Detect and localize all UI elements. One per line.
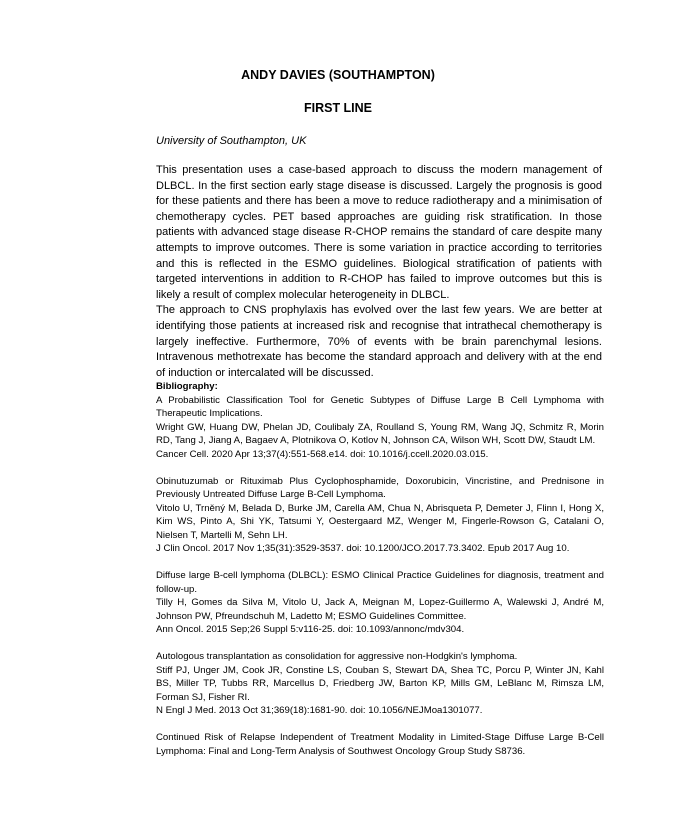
reference-item [156,475,604,556]
reference-item [156,569,604,637]
reference-authors: Vitolo U, Trněný M, Belada D, Burke JM, Carella AM, Chua N, Abrisqueta P, Demeter J, Flinn I, Hong X, Kim WS, Pinto A, Shi YK, Tatsumi Y, Oestergaard MZ, Wenger M, Fingerle-Rowson G, Catalani O, Nielsen T, Martelli M, Sehn LH. [156,502,604,541]
reference-citation: Cancer Cell. 2020 Apr 13;37(4):551-568.e14. doi: 10.1016/j.ccell.2020.03.015. [156,448,489,460]
reference-authors: Wright GW, Huang DW, Phelan JD, Coulibaly ZA, Roulland S, Young RM, Wang JQ, Schmitz R, Morin RD, Tang J, Jiang A, Bagaev A, Plotnikova O, Kotlov N, Johnson CA, Wilson WH, Scott DW, Staudt LM. [156,421,604,446]
reference-citation: J Clin Oncol. 2017 Nov 1;35(31):3529-3537. doi: 10.1200/JCO.2017.73.3402. Epub 2017 Aug 10. [156,543,570,554]
reference-title: Diffuse large B-cell lymphoma (DLBCL): ESMO Clinical Practice Guidelines for diagnosis, treatment and follow-up. [156,570,604,595]
reference-item [156,731,604,758]
bibliography-heading: Bibliography: [156,381,218,392]
reference-authors: Tilly H, Gomes da Silva M, Vitolo U, Jack A, Meignan M, Lopez-Guillermo A, Walewski J, André M, Johnson PW, Pfreundschuh M, Ladetto M; ESMO Guidelines Committee. [156,597,604,622]
reference-citation: N Engl J Med. 2013 Oct 31;369(18):1681-90. doi: 10.1056/NEJMoa1301077. [156,705,483,716]
reference-title: Obinutuzumab or Rituximab Plus Cyclophosphamide, Doxorubicin, Vincristine, and Prednisone in Previously Untreated Diffuse Large B-Cell Lymphoma. [156,475,604,500]
reference-authors: Stiff PJ, Unger JM, Cook JR, Constine LS, Couban S, Stewart DA, Shea TC, Porcu P, Winter JN, Kahl BS, Miller TP, Tubbs RR, Marcellus D, Friedberg JW, Barton KP, Mills GM, LeBlanc M, Rimsza LM, Forman SJ, Fisher RI. [156,664,604,703]
affiliation: University of Southampton, UK [156,135,307,147]
author-heading: ANDY DAVIES (SOUTHAMPTON) [241,68,435,82]
reference-title: Continued Risk of Relapse Independent of Treatment Modality in Limited-Stage Diffuse Large B-Cell Lymphoma: Final and Long-Term Analysis of Southwest Oncology Group Study S8736. [156,732,604,757]
abstract-paragraph: The approach to CNS prophylaxis has evolved over the last few years. We are better at identifying those patients at increased risk and recognise that intrathecal chemotherapy is largely ineffective. Furthermore, 70% of events with be brain parenchymal lesions. Intravenous methotrexate has become the standard approach and delivery with at the end of induction or intercalated will be discussed. [156,304,602,379]
reference-title: A Probabilistic Classification Tool for Genetic Subtypes of Diffuse Large B Cell Lymphoma with Therapeutic Implications. [156,394,604,419]
reference-title: Autologous transplantation as consolidation for aggressive non-Hodgkin's lymphoma. [156,651,518,662]
section-heading: FIRST LINE [303,101,373,115]
bibliography [156,380,604,772]
abstract-paragraph: This presentation uses a case-based approach to discuss the modern management of DLBCL. In the first section early stage disease is discussed. Largely the prognosis is good for these patients and there has been a move to reduce radiotherapy and a minimisation of chemotherapy cycles. PET based approaches are guiding risk stratification. In those patients with advanced stage disease R-CHOP remains the standard of care despite many attempts to improve outcomes. There is some variation in practice according to territories and this is reflected in the ESMO guidelines. Biological stratification of patients with targeted interventions in addition to R-CHOP has failed to improve outcomes but this is likely a result of complex molecular heterogeneity in DLBCL. [156,164,602,301]
reference-item [156,394,604,462]
reference-citation: Ann Oncol. 2015 Sep;26 Suppl 5:v116-25. doi: 10.1093/annonc/mdv304. [156,624,465,635]
reference-item [156,650,604,718]
abstract [156,163,602,381]
